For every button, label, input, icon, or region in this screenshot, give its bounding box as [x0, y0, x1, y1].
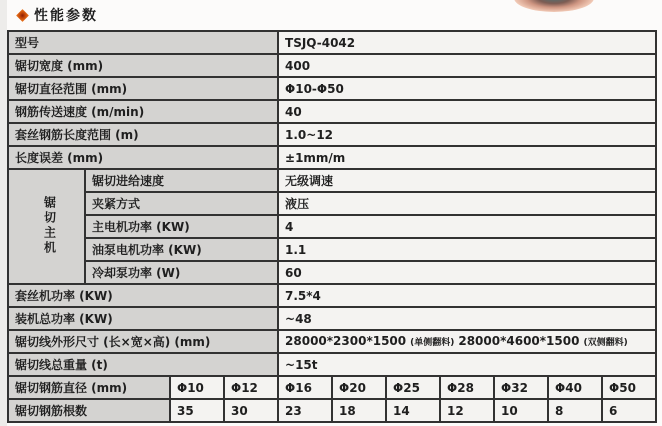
table-row — [8, 215, 656, 238]
table-row — [8, 238, 656, 261]
spec-label: 套丝钢筋长度范围 (m) — [8, 123, 278, 146]
table-row — [8, 261, 656, 284]
diameter-cell: Φ12 — [224, 376, 278, 399]
spec-label: 主电机功率 (KW) — [85, 215, 278, 238]
spec-value: 4 — [278, 215, 656, 238]
spec-value: 60 — [278, 261, 656, 284]
count-cell: 30 — [224, 399, 278, 422]
table-row — [8, 330, 656, 353]
table-row — [8, 31, 656, 54]
table-row — [8, 169, 656, 192]
diamond-bullet-icon — [16, 9, 29, 22]
table-row — [8, 399, 656, 422]
spec-value: ±1mm/m — [278, 146, 656, 169]
spec-value: 7.5*4 — [278, 284, 656, 307]
count-cell: 6 — [602, 399, 656, 422]
dimension-note-single: (单侧翻料) — [410, 338, 455, 348]
spec-label: 锯切宽度 (mm) — [8, 54, 278, 77]
spec-value: Φ10-Φ50 — [278, 77, 656, 100]
diameter-cell: Φ28 — [440, 376, 494, 399]
table-row — [8, 307, 656, 330]
table-row — [8, 100, 656, 123]
dimension-value-double: 28000*4600*1500 — [458, 334, 580, 348]
table-row — [8, 146, 656, 169]
spec-label: 套丝机功率 (KW) — [8, 284, 278, 307]
spec-label: 油泵电机功率 (KW) — [85, 238, 278, 261]
spec-value: 液压 — [278, 192, 656, 215]
table-row — [8, 77, 656, 100]
spec-value: ~15t — [278, 353, 656, 376]
diameter-cell: Φ20 — [332, 376, 386, 399]
count-cell: 10 — [494, 399, 548, 422]
section-header — [18, 5, 98, 25]
spec-label: 锯切直径范围 (mm) — [8, 77, 278, 100]
count-cell: 35 — [170, 399, 224, 422]
spec-label: 长度误差 (mm) — [8, 146, 278, 169]
saw-host-group-label-text: 锯切主机 — [42, 195, 57, 256]
table-row — [8, 123, 656, 146]
table-row — [8, 54, 656, 77]
count-cell: 18 — [332, 399, 386, 422]
spec-label: 钢筋传送速度 (m/min) — [8, 100, 278, 123]
table-row — [8, 376, 656, 399]
count-cell: 8 — [548, 399, 602, 422]
spec-label: 夹紧方式 — [85, 192, 278, 215]
spec-value: 1.0~12 — [278, 123, 656, 146]
count-cell: 12 — [440, 399, 494, 422]
spec-value: 40 — [278, 100, 656, 123]
spec-table — [7, 30, 657, 423]
count-cell: 14 — [386, 399, 440, 422]
spec-label: 锯切钢筋根数 — [8, 399, 170, 422]
spec-value: 无级调速 — [278, 169, 656, 192]
spec-label: 装机总功率 (KW) — [8, 307, 278, 330]
spec-label: 锯切钢筋直径 (mm) — [8, 376, 170, 399]
dimension-note-double: (双侧翻料) — [583, 338, 628, 348]
page-left-margin — [0, 0, 7, 426]
count-cell: 23 — [278, 399, 332, 422]
saw-host-group-label — [8, 169, 85, 284]
dimension-value-single: 28000*2300*1500 — [285, 334, 407, 348]
spec-label: 锯切线外形尺寸 (长×宽×高) (mm) — [8, 330, 278, 353]
section-title: 性能参数 — [34, 8, 98, 24]
spec-label: 锯切进给速度 — [85, 169, 278, 192]
spec-value: 1.1 — [278, 238, 656, 261]
diameter-cell: Φ10 — [170, 376, 224, 399]
spec-value: 400 — [278, 54, 656, 77]
spec-label: 冷却泵功率 (W) — [85, 261, 278, 284]
table-row — [8, 353, 656, 376]
diameter-cell: Φ50 — [602, 376, 656, 399]
spec-value: ~48 — [278, 307, 656, 330]
diameter-cell: Φ16 — [278, 376, 332, 399]
spec-value: TSJQ-4042 — [278, 31, 656, 54]
table-row — [8, 284, 656, 307]
diameter-cell: Φ40 — [548, 376, 602, 399]
spec-value — [278, 330, 656, 353]
spec-label: 型号 — [8, 31, 278, 54]
partial-product-photo — [514, 0, 594, 12]
spec-label: 锯切线总重量 (t) — [8, 353, 278, 376]
table-row — [8, 192, 656, 215]
diameter-cell: Φ32 — [494, 376, 548, 399]
diameter-cell: Φ25 — [386, 376, 440, 399]
